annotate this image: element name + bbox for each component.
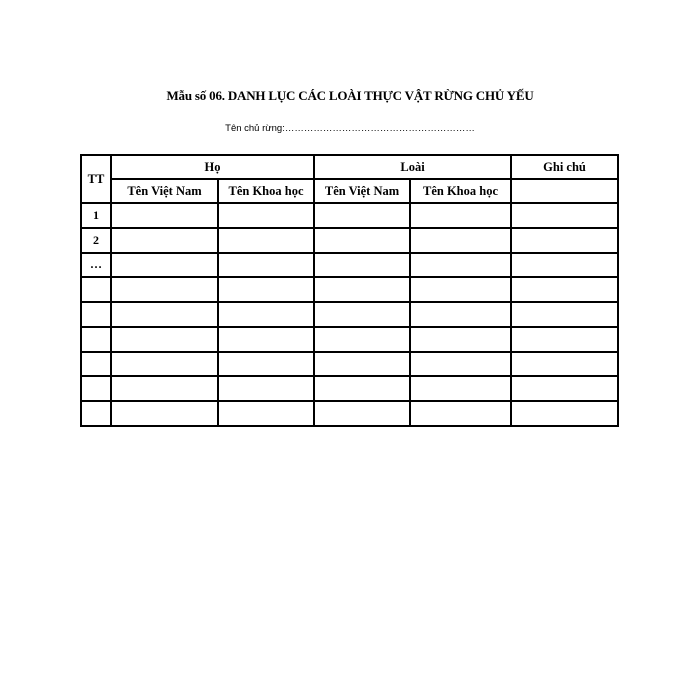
header-loai: Loài (314, 155, 511, 179)
ghi-chu-cell (511, 228, 618, 253)
loai-ten-khoa-hoc-cell (410, 228, 511, 253)
ho-ten-khoa-hoc-cell (218, 401, 314, 426)
table-row (81, 302, 618, 327)
header-row-top (81, 155, 618, 179)
ho-ten-khoa-hoc-cell (218, 302, 314, 327)
ho-ten-viet-nam-cell (111, 302, 218, 327)
ho-ten-khoa-hoc-cell (218, 327, 314, 352)
ho-ten-viet-nam-cell (111, 401, 218, 426)
loai-ten-khoa-hoc-cell (410, 376, 511, 401)
loai-ten-khoa-hoc-cell (410, 277, 511, 302)
loai-ten-viet-nam-cell (314, 352, 410, 377)
table-row (81, 203, 618, 228)
page-title: Mẫu số 06. DANH LỤC CÁC LOÀI THỰC VẬT RỪNG CHỦ YẾU (166, 88, 534, 103)
loai-ten-viet-nam-cell (314, 203, 410, 228)
ghi-chu-cell (511, 203, 618, 228)
row-number-cell (81, 302, 111, 327)
loai-ten-khoa-hoc-cell (410, 352, 511, 377)
loai-ten-viet-nam-cell (314, 327, 410, 352)
ghi-chu-cell (511, 376, 618, 401)
loai-ten-viet-nam-cell (314, 376, 410, 401)
ho-ten-viet-nam-cell (111, 376, 218, 401)
loai-ten-viet-nam-cell (314, 253, 410, 278)
row-number-cell (81, 352, 111, 377)
loai-ten-khoa-hoc-cell (410, 302, 511, 327)
ho-ten-viet-nam-cell (111, 228, 218, 253)
row-number-cell (81, 376, 111, 401)
ho-ten-viet-nam-cell (111, 352, 218, 377)
table-row (81, 352, 618, 377)
ghi-chu-cell (511, 302, 618, 327)
ho-ten-khoa-hoc-cell (218, 228, 314, 253)
table-row (81, 228, 618, 253)
loai-ten-khoa-hoc-cell (410, 203, 511, 228)
table-row (81, 376, 618, 401)
header-loai-ten-viet-nam: Tên Việt Nam (314, 179, 410, 203)
header-loai-ten-khoa-hoc: Tên Khoa học (410, 179, 511, 203)
row-number-cell (81, 401, 111, 426)
row-number-cell (81, 277, 111, 302)
species-list-table (80, 154, 619, 427)
ho-ten-khoa-hoc-cell (218, 277, 314, 302)
loai-ten-viet-nam-cell (314, 302, 410, 327)
ho-ten-viet-nam-cell (111, 253, 218, 278)
ho-ten-khoa-hoc-cell (218, 376, 314, 401)
ghi-chu-cell (511, 277, 618, 302)
row-number-cell: 1 (81, 203, 111, 228)
loai-ten-khoa-hoc-cell (410, 253, 511, 278)
loai-ten-viet-nam-cell (314, 401, 410, 426)
ho-ten-viet-nam-cell (111, 327, 218, 352)
row-number-cell (81, 327, 111, 352)
table-row (81, 277, 618, 302)
header-ghi-chu-sub (511, 179, 618, 203)
owner-name-line: Tên chủ rừng:…………………………………………………… (225, 123, 475, 134)
header-ghi-chu: Ghi chú (511, 155, 618, 179)
ho-ten-khoa-hoc-cell (218, 203, 314, 228)
ghi-chu-cell (511, 253, 618, 278)
header-ho-ten-viet-nam: Tên Việt Nam (111, 179, 218, 203)
ghi-chu-cell (511, 327, 618, 352)
ho-ten-khoa-hoc-cell (218, 352, 314, 377)
row-number-cell: … (81, 253, 111, 278)
header-ho-ten-khoa-hoc: Tên Khoa học (218, 179, 314, 203)
header-row-sub (81, 179, 618, 203)
ho-ten-viet-nam-cell (111, 277, 218, 302)
table-row (81, 253, 618, 278)
table-row (81, 327, 618, 352)
row-number-cell: 2 (81, 228, 111, 253)
loai-ten-khoa-hoc-cell (410, 327, 511, 352)
header-ho: Họ (111, 155, 314, 179)
ghi-chu-cell (511, 352, 618, 377)
loai-ten-khoa-hoc-cell (410, 401, 511, 426)
ghi-chu-cell (511, 401, 618, 426)
loai-ten-viet-nam-cell (314, 228, 410, 253)
table-row (81, 401, 618, 426)
loai-ten-viet-nam-cell (314, 277, 410, 302)
header-tt: TT (81, 155, 111, 203)
ho-ten-khoa-hoc-cell (218, 253, 314, 278)
ho-ten-viet-nam-cell (111, 203, 218, 228)
